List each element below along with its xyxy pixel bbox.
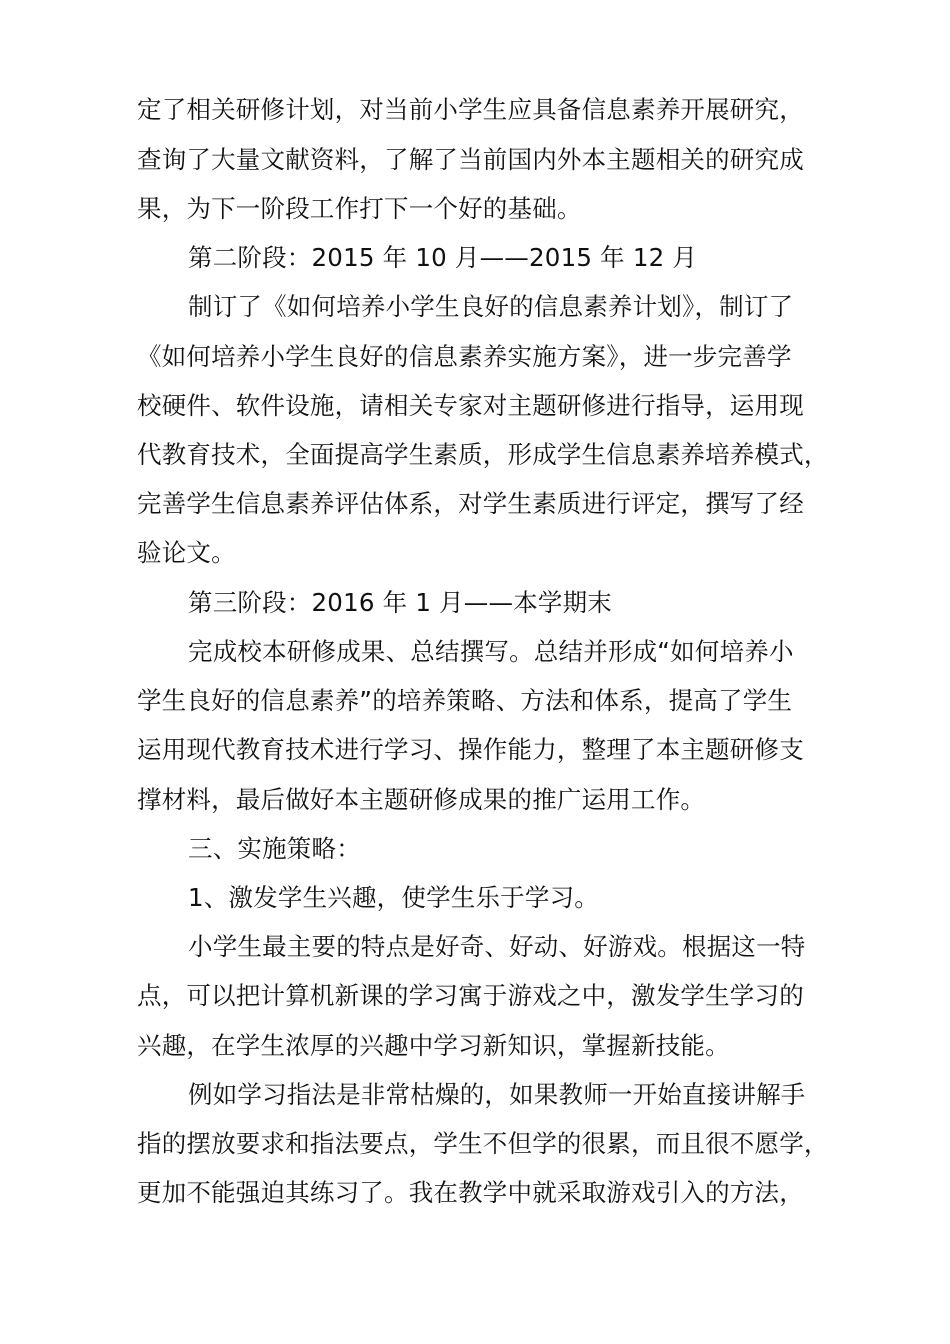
section-heading-stage-3: 第三阶段：2016 年 1 月——本学期末 [188, 588, 613, 617]
text-line: 撑材料，最后做好本主题研修成果的推广运用工作。 [137, 785, 706, 814]
text-line: 兴趣，在学生浓厚的兴趣中学习新知识，掌握新技能。 [137, 1031, 730, 1060]
subheading-interest: 1、激发学生兴趣，使学生乐于学习。 [188, 883, 599, 912]
text-line: 验论文。 [137, 538, 236, 567]
text-line: 《如何培养小学生良好的信息素养实施方案》，进一步完善学 [137, 342, 792, 371]
text-line: 果，为下一阶段工作打下一个好的基础。 [137, 194, 582, 223]
text-line: 查询了大量文献资料，了解了当前国内外本主题相关的研究成 [137, 145, 804, 174]
text-line: 运用现代教育技术进行学习、操作能力，整理了本主题研修支 [137, 735, 804, 764]
text-line: 代教育技术，全面提高学生素质，形成学生信息素养培养模式， [137, 440, 829, 469]
text-line: 完善学生信息素养评估体系，对学生素质进行评定，撰写了经 [137, 489, 804, 518]
text-line: 例如学习指法是非常枯燥的，如果教师一开始直接讲解手 [188, 1080, 806, 1109]
text-line: 点，可以把计算机新课的学习寓于游戏之中，激发学生学习的 [137, 981, 804, 1010]
text-line: 指的摆放要求和指法要点，学生不但学的很累，而且很不愿学， [137, 1129, 829, 1158]
text-line: 制订了《如何培养小学生良好的信息素养计划》，制订了 [188, 292, 794, 321]
text-line: 学生良好的信息素养”的培养策略、方法和体系，提高了学生 [137, 686, 793, 715]
text-line: 更加不能强迫其练习了。我在教学中就采取游戏引入的方法， [137, 1178, 804, 1207]
section-heading-stage-2: 第二阶段：2015 年 10 月——2015 年 12 月 [188, 243, 698, 272]
section-heading-strategies: 三、实施策略： [188, 834, 361, 863]
text-line: 校硬件、软件设施，请相关专家对主题研修进行指导，运用现 [137, 391, 804, 420]
text-line: 小学生最主要的特点是好奇、好动、好游戏。根据这一特 [188, 932, 806, 961]
text-line: 完成校本研修成果、总结撰写。总结并形成“如何培养小 [188, 637, 794, 666]
text-line: 定了相关研修计划，对当前小学生应具备信息素养开展研究， [137, 95, 804, 124]
